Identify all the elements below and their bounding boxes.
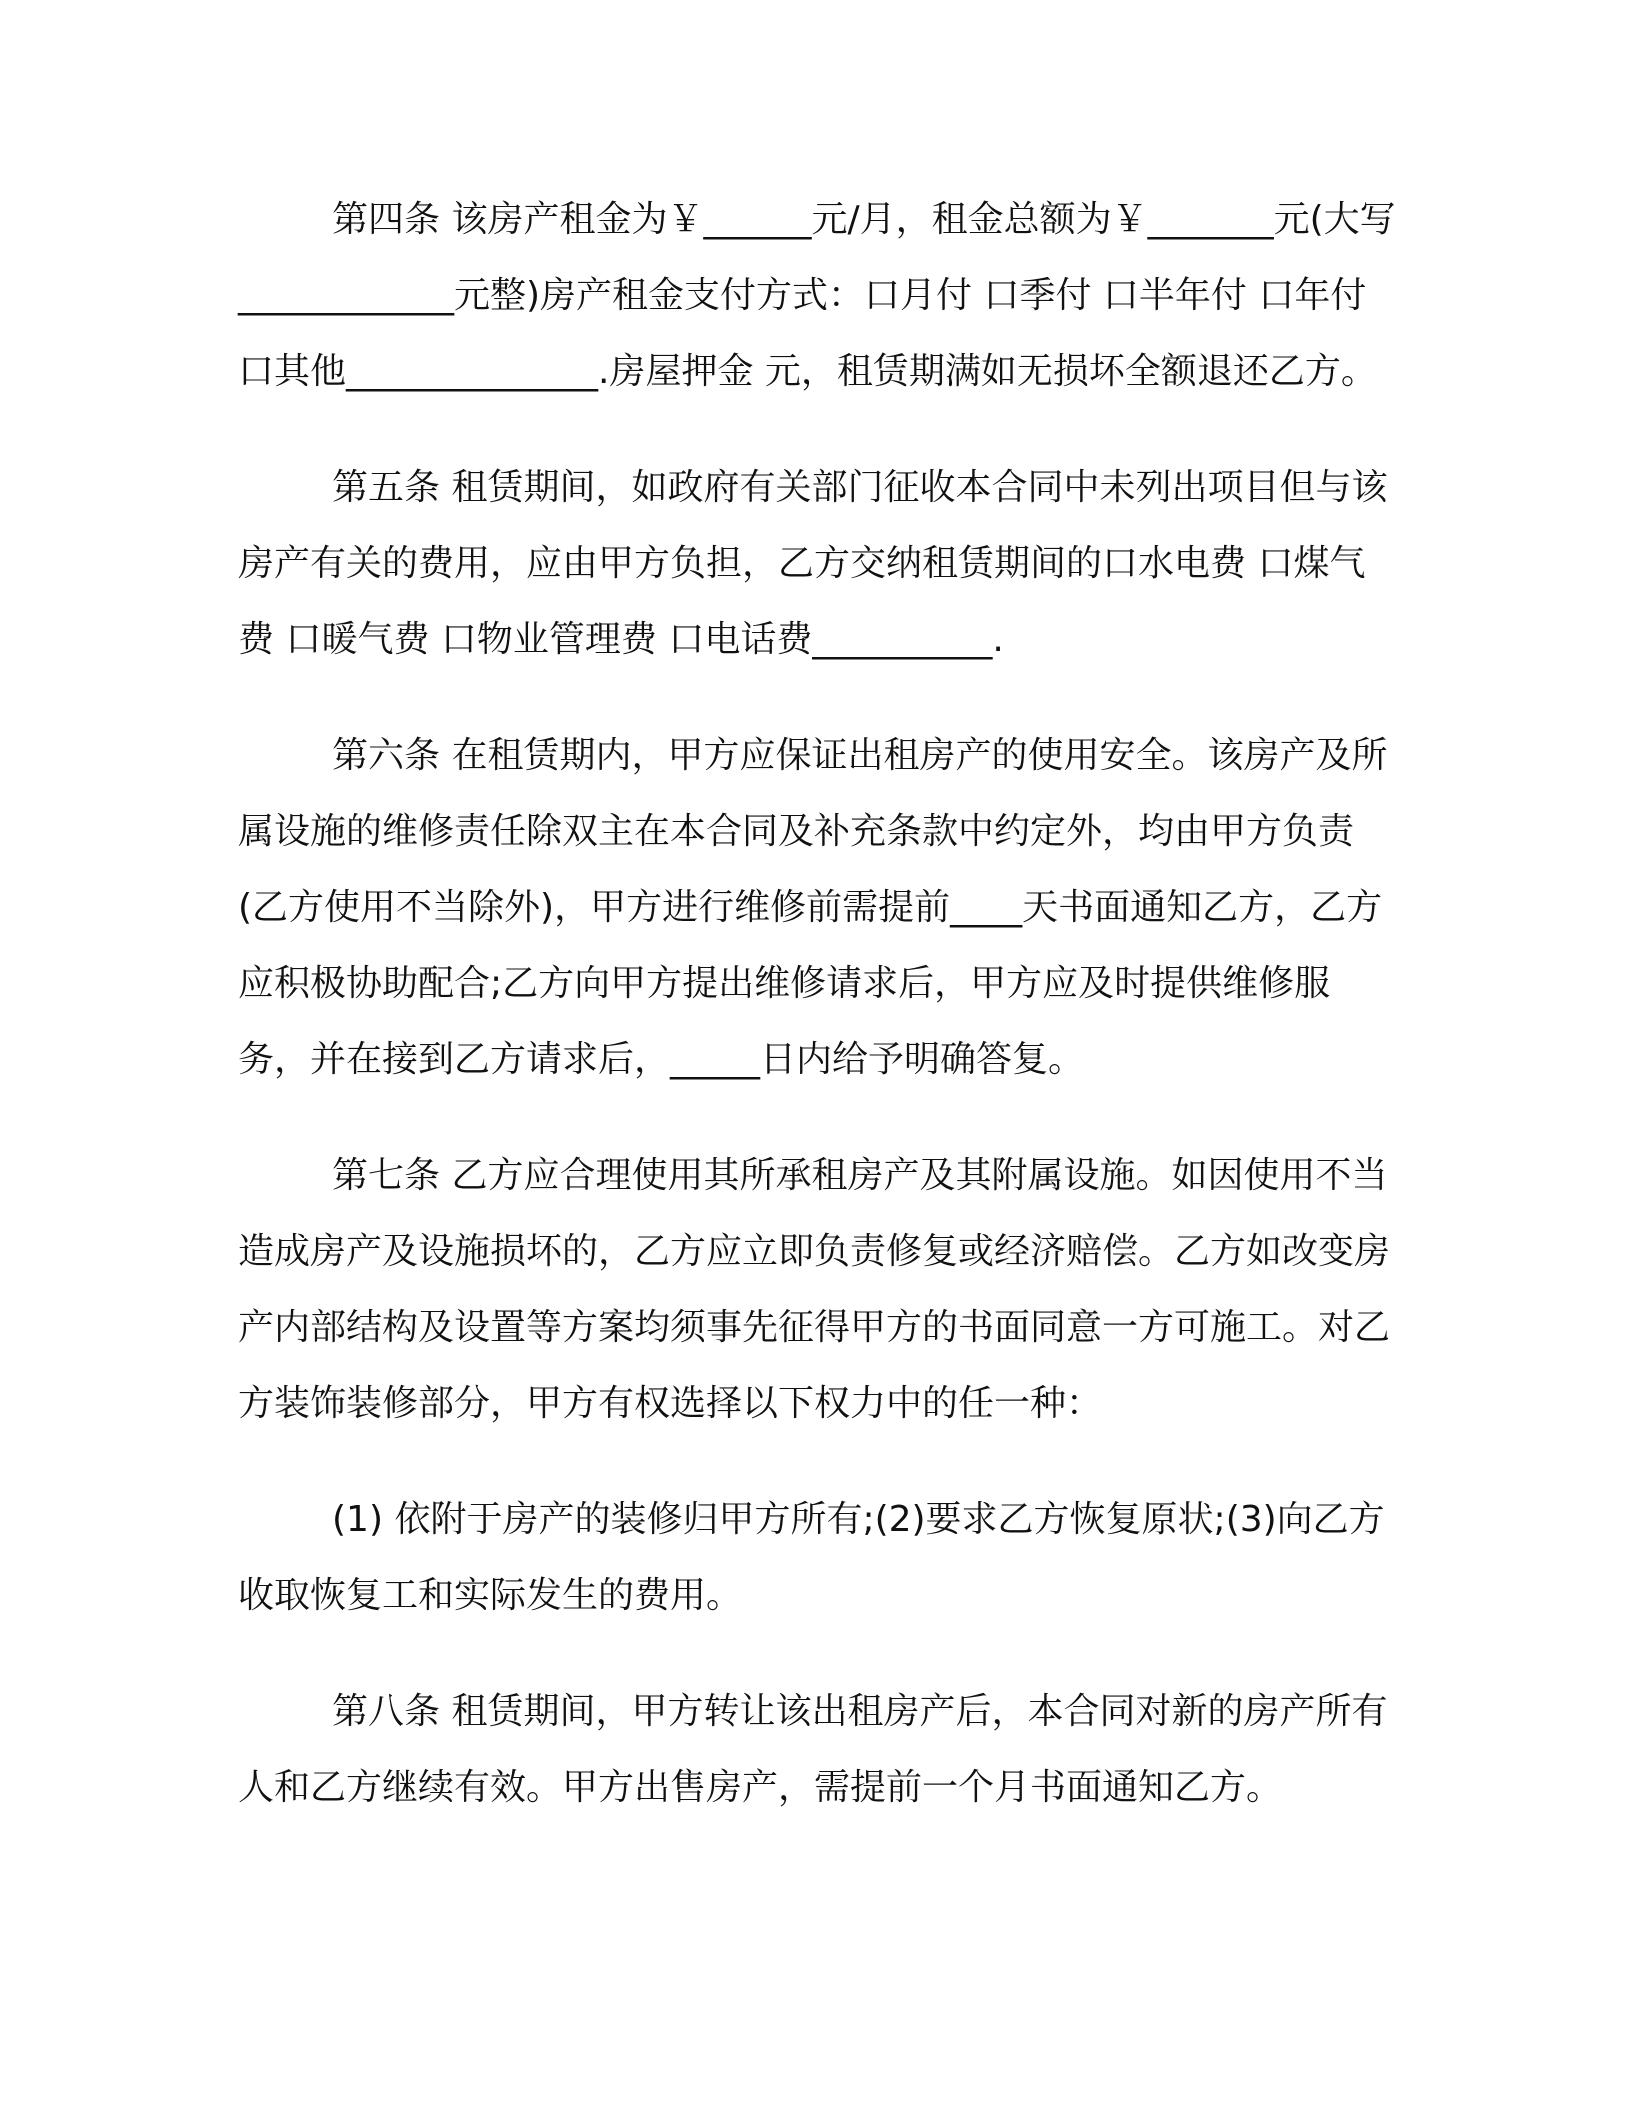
article-8-paragraph: 第八条 租赁期间，甲方转让该出租房产后，本合同对新的房产所有人和乙方继续有效。甲方出售房产，需提前一个月书面通知乙方。: [238, 1691, 1388, 1808]
article-5-paragraph: 第五条 租赁期间，如政府有关部门征收本合同中未列出项目但与该房产有关的费用，应由甲方负担，乙方交纳租赁期间的口水电费 口煤气费 口暖气费 口物业管理费 口电话费__________.: [238, 467, 1388, 660]
article-7-paragraph: 第七条 乙方应合理使用其所承租房产及其附属设施。如因使用不当造成房产及设施损坏的，乙方应立即负责修复或经济赔偿。乙方如改变房产内部结构及设置等方案均须事先征得甲方的书面同意一方可施工。对乙方装饰装修部分，甲方有权选择以下权力中的任一种：: [238, 1155, 1391, 1424]
article-4-paragraph: 第四条 该房产租金为￥______元/月，租金总额为￥_______元(大写____________元整)房产租金支付方式：口月付 口季付 口半年付 口年付 口其他______________.房屋押金 元，租赁期满如无损坏全额退还乙方。: [238, 199, 1396, 392]
article-7-options-paragraph: (1) 依附于房产的装修归甲方所有;(2)要求乙方恢复原状;(3)向乙方收取恢复工和实际发生的费用。: [238, 1499, 1385, 1616]
article-6-paragraph: 第六条 在租赁期内，甲方应保证出租房产的使用安全。该房产及所属设施的维修责任除双主在本合同及补充条款中约定外，均由甲方负责(乙方使用不当除外)，甲方进行维修前需提前____天书面通知乙方，乙方应积极协助配合;乙方向甲方提出维修请求后，甲方应及时提供维修服务，并在接到乙方请求后，_____日内给予明确答复。: [238, 735, 1388, 1080]
document-page: [238, 182, 1398, 1826]
